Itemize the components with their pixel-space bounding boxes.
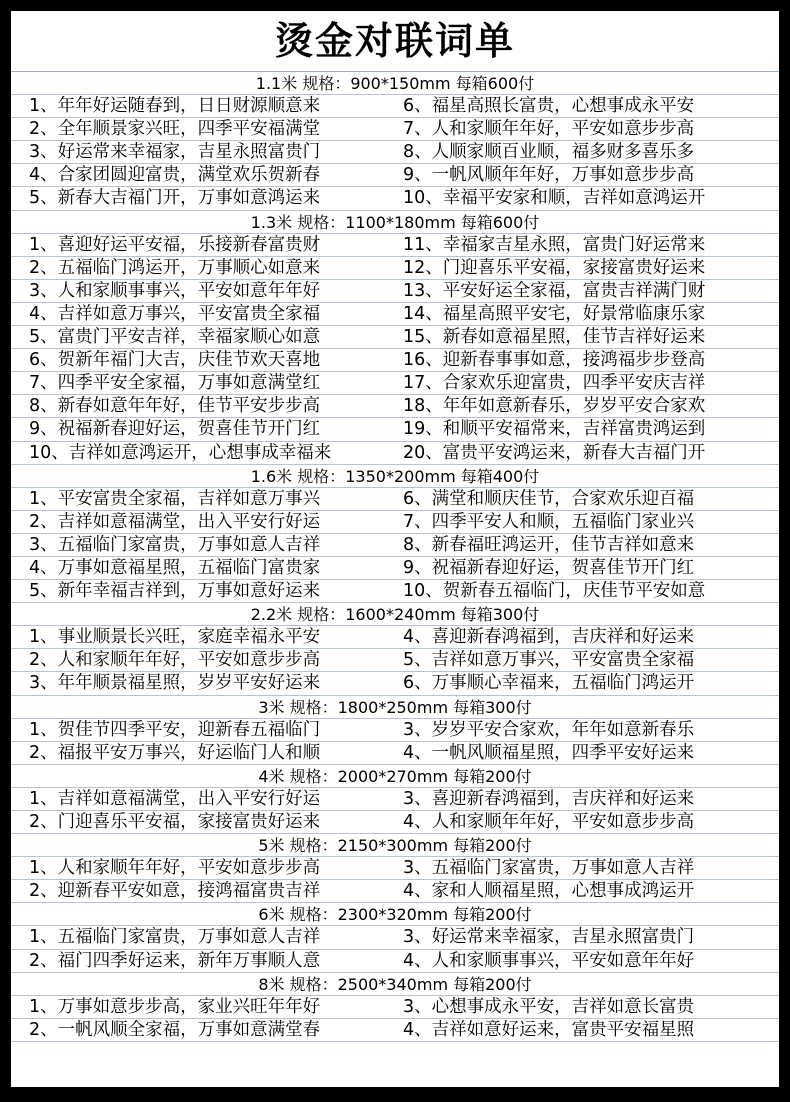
couplet-right: 3、好运常来幸福家，吉星永照富贵门: [403, 927, 695, 948]
table-row: [11, 719, 779, 742]
table-row: [11, 626, 779, 649]
couplet-left: 9、祝福新春迎好运，贺喜佳节开门红: [29, 419, 321, 440]
table-row: [11, 950, 779, 973]
section-header: 3米 规格：1800*250mm 每箱300付: [11, 696, 779, 719]
couplet-left: 1、人和家顺年年好，平安如意步步高: [29, 858, 321, 879]
couplet-left: 3、年年顺景福星照，岁岁平安好运来: [29, 673, 321, 694]
couplet-right: 4、喜迎新春鸿福到，吉庆祥和好运来: [403, 627, 695, 648]
couplet-right: 5、吉祥如意万事兴，平安富贵全家福: [403, 650, 695, 671]
couplet-right: 17、合家欢乐迎富贵，四季平安庆吉祥: [403, 373, 706, 394]
couplet-left: 4、万事如意福星照，五福临门富贵家: [29, 557, 321, 578]
table-row: [11, 534, 779, 557]
section-header: 1.6米 规格：1350*200mm 每箱400付: [11, 465, 779, 488]
couplet-right: 18、年年如意新春乐，岁岁平安合家欢: [403, 396, 706, 417]
couplet-left: 2、人和家顺年年好，平安如意步步高: [29, 650, 321, 671]
table-row: [11, 557, 779, 580]
couplet-list-sheet: [11, 11, 779, 1087]
couplet-right: 6、满堂和顺庆佳节，合家欢乐迎百福: [403, 488, 695, 509]
couplet-left: 5、新春大吉福门开，万事如意鸿运来: [29, 188, 321, 209]
table-row: [11, 326, 779, 349]
table-row: [11, 118, 779, 141]
table-row: [11, 418, 779, 441]
table-row: [11, 488, 779, 511]
couplet-right: 15、新春如意福星照，佳节吉祥好运来: [403, 327, 706, 348]
section-header: 1.1米 规格：900*150mm 每箱600付: [11, 72, 779, 95]
couplet-left: 1、事业顺景长兴旺，家庭幸福永平安: [29, 627, 321, 648]
couplet-right: 9、一帆风顺年年好，万事如意步步高: [403, 165, 695, 186]
couplet-left: 2、吉祥如意福满堂，出入平安行好运: [29, 511, 321, 532]
table-row: [11, 649, 779, 672]
couplet-right: 4、吉祥如意好运来，富贵平安福星照: [403, 1019, 695, 1040]
couplet-left: 1、万事如意步步高，家业兴旺年年好: [29, 996, 321, 1017]
couplet-right: 3、五福临门家富贵，万事如意人吉祥: [403, 858, 695, 879]
couplet-right: 12、门迎喜乐平安福，家接富贵好运来: [403, 257, 706, 278]
couplet-right: 3、岁岁平安合家欢，年年如意新春乐: [403, 719, 695, 740]
section-header: 6米 规格：2300*320mm 每箱200付: [11, 903, 779, 926]
page-title: 烫金对联词单: [11, 11, 779, 72]
table-row: [11, 349, 779, 372]
table-row: [11, 187, 779, 210]
couplet-left: 5、新年幸福吉祥到，万事如意好运来: [29, 581, 321, 602]
table-row: [11, 372, 779, 395]
table-row: [11, 511, 779, 534]
table-row: [11, 742, 779, 765]
couplet-left: 4、吉祥如意万事兴，平安富贵全家福: [29, 303, 321, 324]
table-row: [11, 280, 779, 303]
couplet-left: 10、吉祥如意鸿运开，心想事成幸福来: [29, 442, 332, 463]
table-row: [11, 442, 779, 465]
table-row: [11, 257, 779, 280]
couplet-right: 10、幸福平安家和顺，吉祥如意鸿运开: [403, 188, 706, 209]
couplet-left: 1、平安富贵全家福，吉祥如意万事兴: [29, 488, 321, 509]
couplet-right: 7、四季平安人和顺，五福临门家业兴: [403, 511, 695, 532]
table-row: [11, 880, 779, 903]
couplet-right: 13、平安好运全家福，富贵吉祥满门财: [403, 280, 706, 301]
couplet-left: 2、全年顺景家兴旺，四季平安福满堂: [29, 119, 321, 140]
couplet-left: 3、好运常来幸福家，吉星永照富贵门: [29, 142, 321, 163]
couplet-right: 11、幸福家吉星永照，富贵门好运常来: [403, 234, 706, 255]
table-row: [11, 580, 779, 603]
table-row: [11, 788, 779, 811]
couplet-right: 9、祝福新春迎好运，贺喜佳节开门红: [403, 557, 695, 578]
table-row: [11, 95, 779, 118]
table-row: [11, 1019, 779, 1042]
couplet-left: 1、年年好运随春到，日日财源顺意来: [29, 96, 321, 117]
couplet-left: 1、吉祥如意福满堂，出入平安行好运: [29, 788, 321, 809]
couplet-left: 2、福门四季好运来，新年万事顺人意: [29, 950, 321, 971]
couplet-left: 2、福报平安万事兴，好运临门人和顺: [29, 742, 321, 763]
couplet-left: 5、富贵门平安吉祥，幸福家顺心如意: [29, 327, 321, 348]
couplet-left: 6、贺新年福门大吉，庆佳节欢天喜地: [29, 350, 321, 371]
table-row: [11, 811, 779, 834]
table-row: [11, 996, 779, 1019]
couplet-left: 4、合家团圆迎富贵，满堂欢乐贺新春: [29, 165, 321, 186]
couplet-right: 14、福星高照平安宅，好景常临康乐家: [403, 303, 706, 324]
couplet-left: 3、五福临门家富贵，万事如意人吉祥: [29, 534, 321, 555]
couplet-left: 8、新春如意年年好，佳节平安步步高: [29, 396, 321, 417]
couplet-table: [11, 72, 779, 1042]
section-header: 5米 规格：2150*300mm 每箱200付: [11, 834, 779, 857]
section-header: 8米 规格：2500*340mm 每箱200付: [11, 973, 779, 996]
couplet-right: 7、人和家顺年年好，平安如意步步高: [403, 119, 695, 140]
couplet-right: 4、人和家顺事事兴，平安如意年年好: [403, 950, 695, 971]
table-row: [11, 395, 779, 418]
couplet-left: 2、门迎喜乐平安福，家接富贵好运来: [29, 812, 321, 832]
table-row: [11, 303, 779, 326]
table-row: [11, 672, 779, 695]
couplet-right: 4、家和人顺福星照，心想事成鸿运开: [403, 881, 695, 902]
couplet-right: 20、富贵平安鸿运来，新春大吉福门开: [403, 442, 706, 463]
couplet-left: 3、人和家顺事事兴，平安如意年年好: [29, 280, 321, 301]
couplet-left: 7、四季平安全家福，万事如意满堂红: [29, 373, 321, 394]
table-row: [11, 926, 779, 949]
table-row: [11, 234, 779, 257]
couplet-right: 3、喜迎新春鸿福到，吉庆祥和好运来: [403, 788, 695, 809]
couplet-left: 2、一帆风顺全家福，万事如意满堂春: [29, 1019, 321, 1040]
couplet-left: 1、喜迎好运平安福，乐接新春富贵财: [29, 234, 321, 255]
table-row: [11, 164, 779, 187]
couplet-left: 1、五福临门家富贵，万事如意人吉祥: [29, 927, 321, 948]
couplet-right: 4、一帆风顺福星照，四季平安好运来: [403, 742, 695, 763]
couplet-right: 10、贺新春五福临门，庆佳节平安如意: [403, 581, 706, 602]
couplet-left: 1、贺佳节四季平安，迎新春五福临门: [29, 719, 321, 740]
couplet-left: 2、迎新春平安如意，接鸿福富贵吉祥: [29, 881, 321, 902]
couplet-right: 8、新春福旺鸿运开，佳节吉祥如意来: [403, 534, 695, 555]
couplet-right: 6、福星高照长富贵，心想事成永平安: [403, 96, 695, 117]
table-row: [11, 141, 779, 164]
couplet-right: 19、和顺平安福常来，吉祥富贵鸿运到: [403, 419, 706, 440]
couplet-right: 3、心想事成永平安，吉祥如意长富贵: [403, 996, 695, 1017]
section-header: 2.2米 规格：1600*240mm 每箱300付: [11, 603, 779, 626]
section-header: 4米 规格：2000*270mm 每箱200付: [11, 765, 779, 788]
couplet-right: 6、万事顺心幸福来，五福临门鸿运开: [403, 673, 695, 694]
couplet-right: 8、人顺家顺百业顺，福多财多喜乐多: [403, 142, 695, 163]
couplet-left: 2、五福临门鸿运开，万事顺心如意来: [29, 257, 321, 278]
couplet-right: 16、迎新春事事如意，接鸿福步步登高: [403, 350, 706, 371]
couplet-right: 4、人和家顺年年好，平安如意步步高: [403, 812, 695, 832]
section-header: 1.3米 规格：1100*180mm 每箱600付: [11, 211, 779, 234]
table-row: [11, 857, 779, 880]
